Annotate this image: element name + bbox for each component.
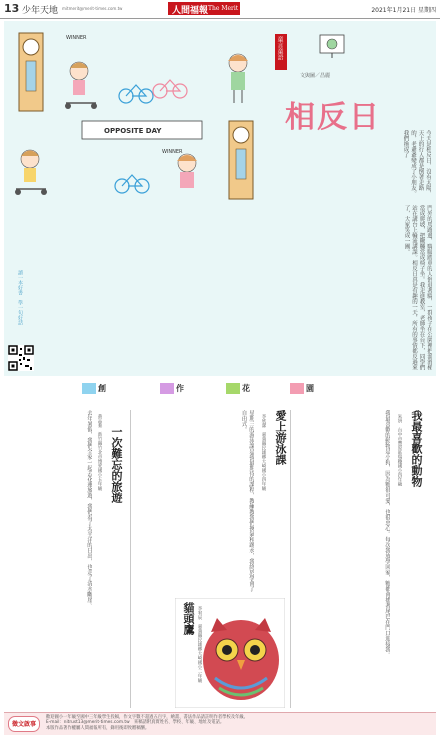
girl-bottom-middle — [177, 154, 197, 188]
reading-slogan: 讀一本好書 學一句好話 — [17, 270, 23, 325]
winner-label-top: WINNER — [66, 35, 87, 41]
banner-char-1: 創 — [98, 384, 106, 393]
article-byline-memorable-trip: 黃品蓁 新竹縣竹北市博愛國小五年級 — [97, 414, 102, 491]
girl-top-right — [228, 54, 248, 103]
bicycle-bottom — [115, 175, 149, 193]
creative-garden-banner — [4, 380, 436, 396]
banner-square-1 — [82, 383, 96, 394]
article-body-favorite-animal: 我最喜歡的動物是小狗，因為牠很可愛，也很忠心。每次我放學回家，牠都會搖著尾巴在門口迎接我。 — [384, 410, 390, 658]
opposite-day-label: OPPOSITE DAY — [104, 127, 162, 135]
article-byline-favorite-animal: 朱妍 台中市豐原區瑞穗國小四年級 — [397, 414, 402, 486]
submission-badge — [8, 716, 38, 730]
column-tag-label: 童言童語 — [276, 36, 283, 60]
article-byline-swimming: 李欣潔 嘉義縣民雄鄉大崎國小四年級 — [261, 414, 266, 491]
feature-author: 文與圖／昌麗 — [300, 73, 331, 79]
banner-char-4: 園 — [306, 384, 314, 393]
photo-byline: 李宥辰 嘉義縣民雄鄉大崎國小二年級 — [197, 606, 202, 683]
footer-text-line-3: 本版作品著作權屬人間福報所有，錄用後即致贈稿酬。 — [46, 726, 150, 731]
footer-text-line-2: E-mail：nitrust13@merit-times.com.tw 來稿請附真實姓名、學校、年級、地址及電話。 — [46, 720, 225, 725]
author-sketch-icon — [318, 33, 346, 59]
brand-name-chinese: 人間福報 — [172, 6, 209, 16]
banner-char-2: 作 — [176, 384, 184, 393]
feature-illustration — [4, 21, 274, 201]
column-divider-2 — [130, 410, 131, 708]
banner-square-3 — [226, 383, 240, 394]
brand-name-english: The Merit Times — [208, 5, 259, 12]
site-url[interactable]: mitmerit@merit-times.com.tw — [62, 6, 123, 11]
bicycle-left — [119, 85, 153, 103]
section-name: 少年天地 — [22, 6, 59, 16]
submission-badge-label: 徵文啟事 — [12, 721, 37, 728]
feature-body-lower: 門外的馬路邊，騎腳踏車的人倒退著騎，一群孩子在公園裡把溜滑梯當成爬坡，把鞦韆當成椅子坐。我走進教室，老師坐在台下，同學們站在講台上輪流講課。相反日真是有趣的一天，所有的事情都反過來了，大家笑成一團。 — [403, 205, 432, 370]
banner-square-4 — [290, 383, 304, 394]
winner-label-bottom: WINNER — [162, 149, 183, 155]
page-number: 13 — [4, 2, 20, 15]
feature-title: 相反日 — [285, 100, 381, 135]
article-title-swimming: 愛上游泳課 — [274, 410, 287, 465]
qr-code-icon[interactable] — [8, 345, 34, 371]
article-title-favorite-animal: 我最喜歡的動物 — [410, 410, 423, 487]
feature-body-upper: 今天是相反日，沒有太陽，天上的行人都是倒著走路的，老爺爺變成了小朋友。我們換成了 — [402, 130, 431, 196]
grandfather-clock-bottom — [229, 121, 253, 199]
girl-scooter-bottom — [15, 150, 47, 195]
column-divider-1 — [290, 410, 291, 708]
issue-date: 2021年1月21日 星期四 — [371, 7, 436, 14]
footer-text-line-1: 歡迎國小一年級至國中三年級學生投稿，作文字數不超過五百字，繪畫、書法作品請註明作者學校及年級。 — [46, 715, 248, 720]
column-tag — [275, 34, 287, 70]
article-body-memorable-trip: 去年暑假，我們全家一起去花蓮旅遊，我們看了太平洋的日出，也走了清水斷崖。 — [86, 410, 92, 608]
photo-title: 貓頭鷹 — [182, 602, 195, 635]
grandfather-clock-top — [19, 33, 43, 111]
article-body-swimming: 星期三的游泳課是我最期待的課程，教練教我們換氣和踢水，我終於學會了自由式。 — [240, 410, 254, 592]
article-title-memorable-trip: 一次難忘的旅遊 — [110, 426, 123, 503]
banner-square-2 — [160, 383, 174, 394]
girl-scooter-top — [65, 62, 97, 109]
bicycle-right — [153, 80, 187, 98]
banner-char-3: 花 — [242, 384, 250, 393]
